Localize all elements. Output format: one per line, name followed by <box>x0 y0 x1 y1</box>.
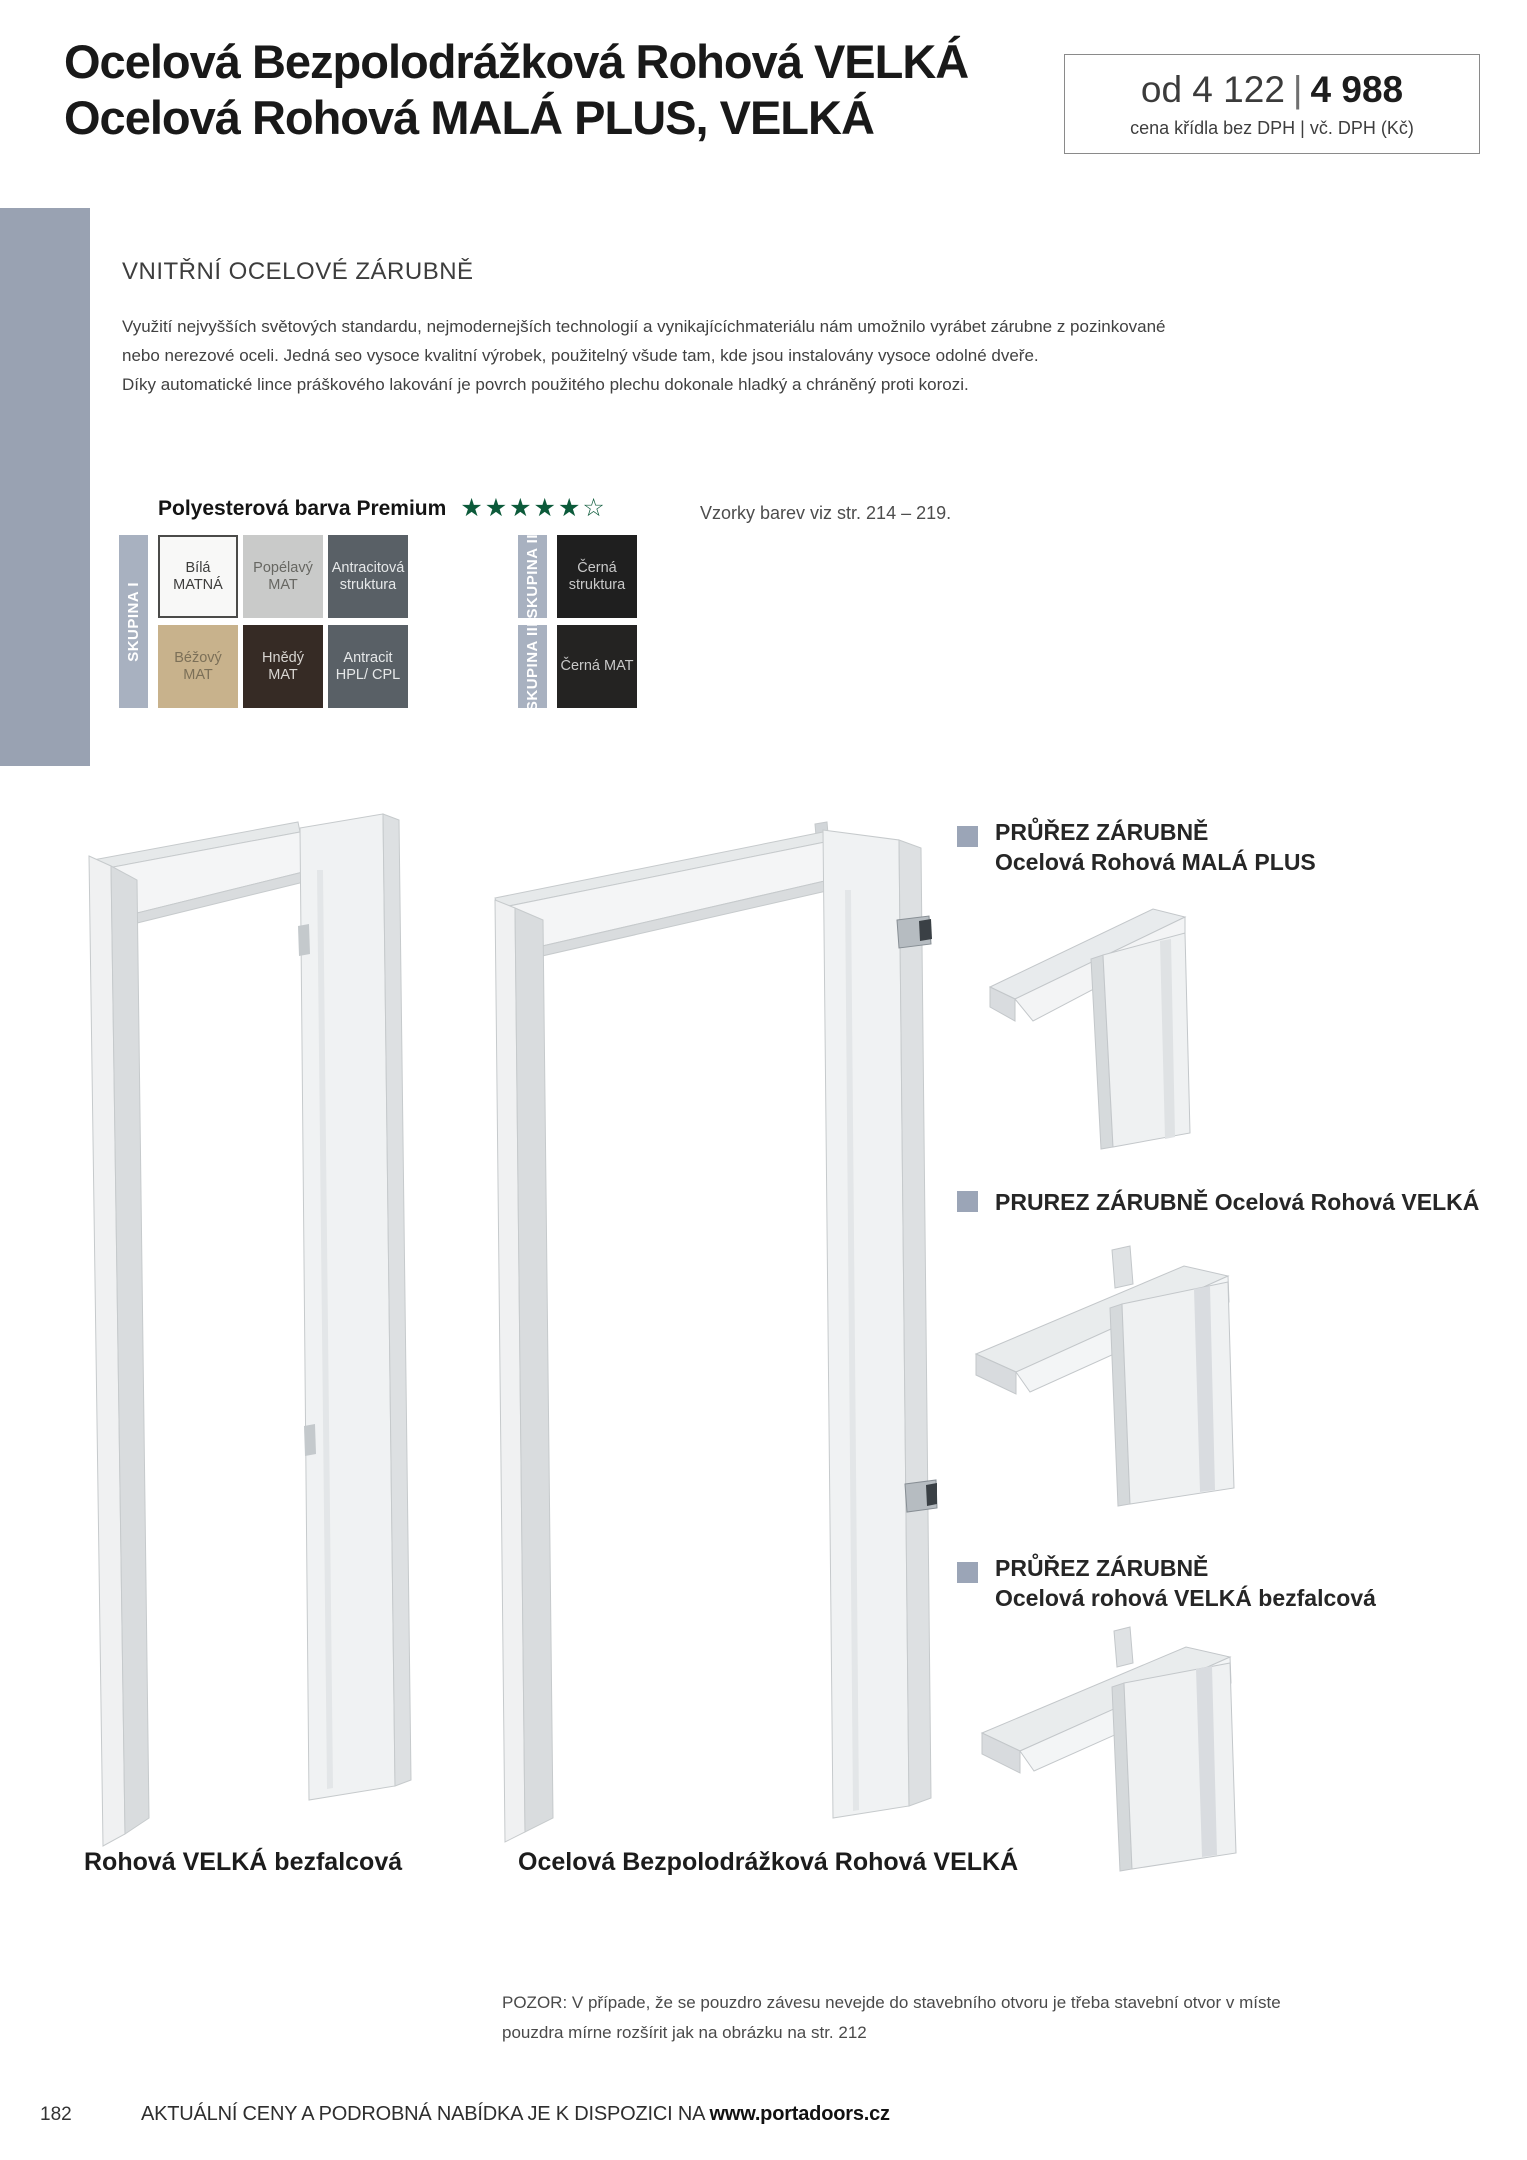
frame-illustration-bezpolodrazkova <box>493 820 938 1845</box>
pozor-note <box>502 1988 1281 2048</box>
rating-stars <box>460 496 606 521</box>
page-title <box>64 34 968 146</box>
star-outline: ☆ <box>582 494 607 522</box>
swatch-label: Antracitová struktura <box>331 559 405 593</box>
swatch-antracit-hpl-cpl <box>328 625 408 708</box>
price-caption: cena křídla bez DPH | vč. DPH (Kč) <box>1130 118 1414 138</box>
swatch-hnedy-mat <box>243 625 323 708</box>
caption-left-frame: Rohová VELKÁ bezfalcová <box>84 1848 403 1876</box>
swatch-label: Hnědý MAT <box>262 649 304 683</box>
cross-section-label-2 <box>995 1187 1479 1217</box>
page-title-line2: Ocelová Rohová MALÁ PLUS, VELKÁ <box>64 91 874 144</box>
section-heading: VNITŘNÍ OCELOVÉ ZÁRUBNĚ <box>122 258 474 285</box>
swatch-label: Černá MAT <box>560 658 634 674</box>
footer-link[interactable]: www.portadoors.cz <box>709 2103 890 2125</box>
cross-section-1-line2: Ocelová Rohová MALÁ PLUS <box>995 849 1316 875</box>
stars-filled: ★★★★★ <box>460 494 583 522</box>
cross-section-1-line1: PRŮŘEZ ZÁRUBNĚ <box>995 819 1209 845</box>
footer-text <box>141 2103 890 2126</box>
swatch-cerna-struktura <box>557 535 637 618</box>
swatch-label: Popélavý MAT <box>253 559 313 593</box>
hinge-knob-top <box>919 919 932 941</box>
price-from: od 4 122 <box>1140 69 1285 110</box>
intro-line2: nebo nerezové oceli. Jedná seo vysoce kvalitní výrobek, použitelný všude tam, kde jsou instalovány vysoce odolné dveře. <box>122 346 1039 365</box>
swatch-label: Bílá MATNÁ <box>173 559 223 593</box>
intro-line3: Díky automatické lince práškového lakování je povrch použitého plechu dokonale hladký a chráněný proti korozi. <box>122 375 969 394</box>
intro-line1: Využití nejvyšších světových standardu, nejmodernejších technologií a vynikajícíchmateriálu nám umožnilo vyrábet zárubne z pozinkované <box>122 317 1166 336</box>
left-accent-band <box>0 208 90 766</box>
frame-illustration-bezfalcova <box>85 808 415 1853</box>
cross-section-2-line1: PRUREZ ZÁRUBNĚ Ocelová Rohová VELKÁ <box>995 1189 1480 1215</box>
price-incl-vat: 4 988 <box>1310 69 1404 110</box>
cross-section-3-line1: PRŮŘEZ ZÁRUBNĚ <box>995 1555 1209 1581</box>
intro-paragraph <box>122 312 1382 399</box>
section-bullet-3 <box>957 1562 978 1583</box>
pozor-note-line1: POZOR: V případe, že se pouzdro závesu nevejde do stavebního otvoru je třeba stavební otvor v míste <box>502 1993 1281 2012</box>
group-label-skupina-3: SKUPINA III <box>524 621 541 712</box>
caption-right-frame: Ocelová Bezpolodrážková Rohová VELKÁ <box>518 1848 1019 1876</box>
price-line <box>1141 69 1403 111</box>
swatch-bila-matna <box>158 535 238 618</box>
group-bar-skupina-3 <box>518 621 547 712</box>
group-bar-skupina-1 <box>119 535 148 708</box>
color-samples-note: Vzorky barev viz str. 214 – 219. <box>700 503 952 523</box>
colors-title: Polyesterová barva Premium <box>158 496 447 520</box>
swatch-label: Béžový MAT <box>174 649 222 683</box>
hinge-knob-bottom <box>926 1483 937 1506</box>
group-bar-skupina-2 <box>518 535 547 618</box>
group-label-skupina-1: SKUPINA I <box>125 581 142 662</box>
group-label-skupina-2: SKUPINA II <box>524 534 541 619</box>
page-number: 182 <box>40 2104 72 2125</box>
cross-section-figure-velka <box>972 1242 1267 1517</box>
pozor-note-line2: pouzdra mírne rozšírit jak na obrázku na str. 212 <box>502 2023 867 2042</box>
swatch-antracitova-struktura <box>328 535 408 618</box>
swatch-popelavy-mat <box>243 535 323 618</box>
swatch-cerna-mat <box>557 625 637 708</box>
page-title-line1: Ocelová Bezpolodrážková Rohová VELKÁ <box>64 35 969 88</box>
cross-section-label-1 <box>995 817 1316 877</box>
footer-message: AKTUÁLNÍ CENY A PODROBNÁ NABÍDKA JE K DISPOZICI NA <box>141 2103 705 2125</box>
swatch-label: Antracit HPL/ CPL <box>335 649 401 683</box>
cross-section-figure-velka-bezfalcova <box>978 1625 1268 1875</box>
swatch-label: Černá struktura <box>568 559 626 593</box>
section-bullet-1 <box>957 826 978 847</box>
cross-section-label-3 <box>995 1553 1376 1613</box>
price-box <box>1064 54 1480 154</box>
cross-section-figure-mala-plus <box>985 895 1225 1160</box>
cross-section-3-line2: Ocelová rohová VELKÁ bezfalcová <box>995 1585 1376 1611</box>
section-bullet-2 <box>957 1191 978 1212</box>
price-separator: | <box>1292 69 1303 110</box>
colors-title-row <box>158 496 607 521</box>
swatch-bezovy-mat <box>158 625 238 708</box>
